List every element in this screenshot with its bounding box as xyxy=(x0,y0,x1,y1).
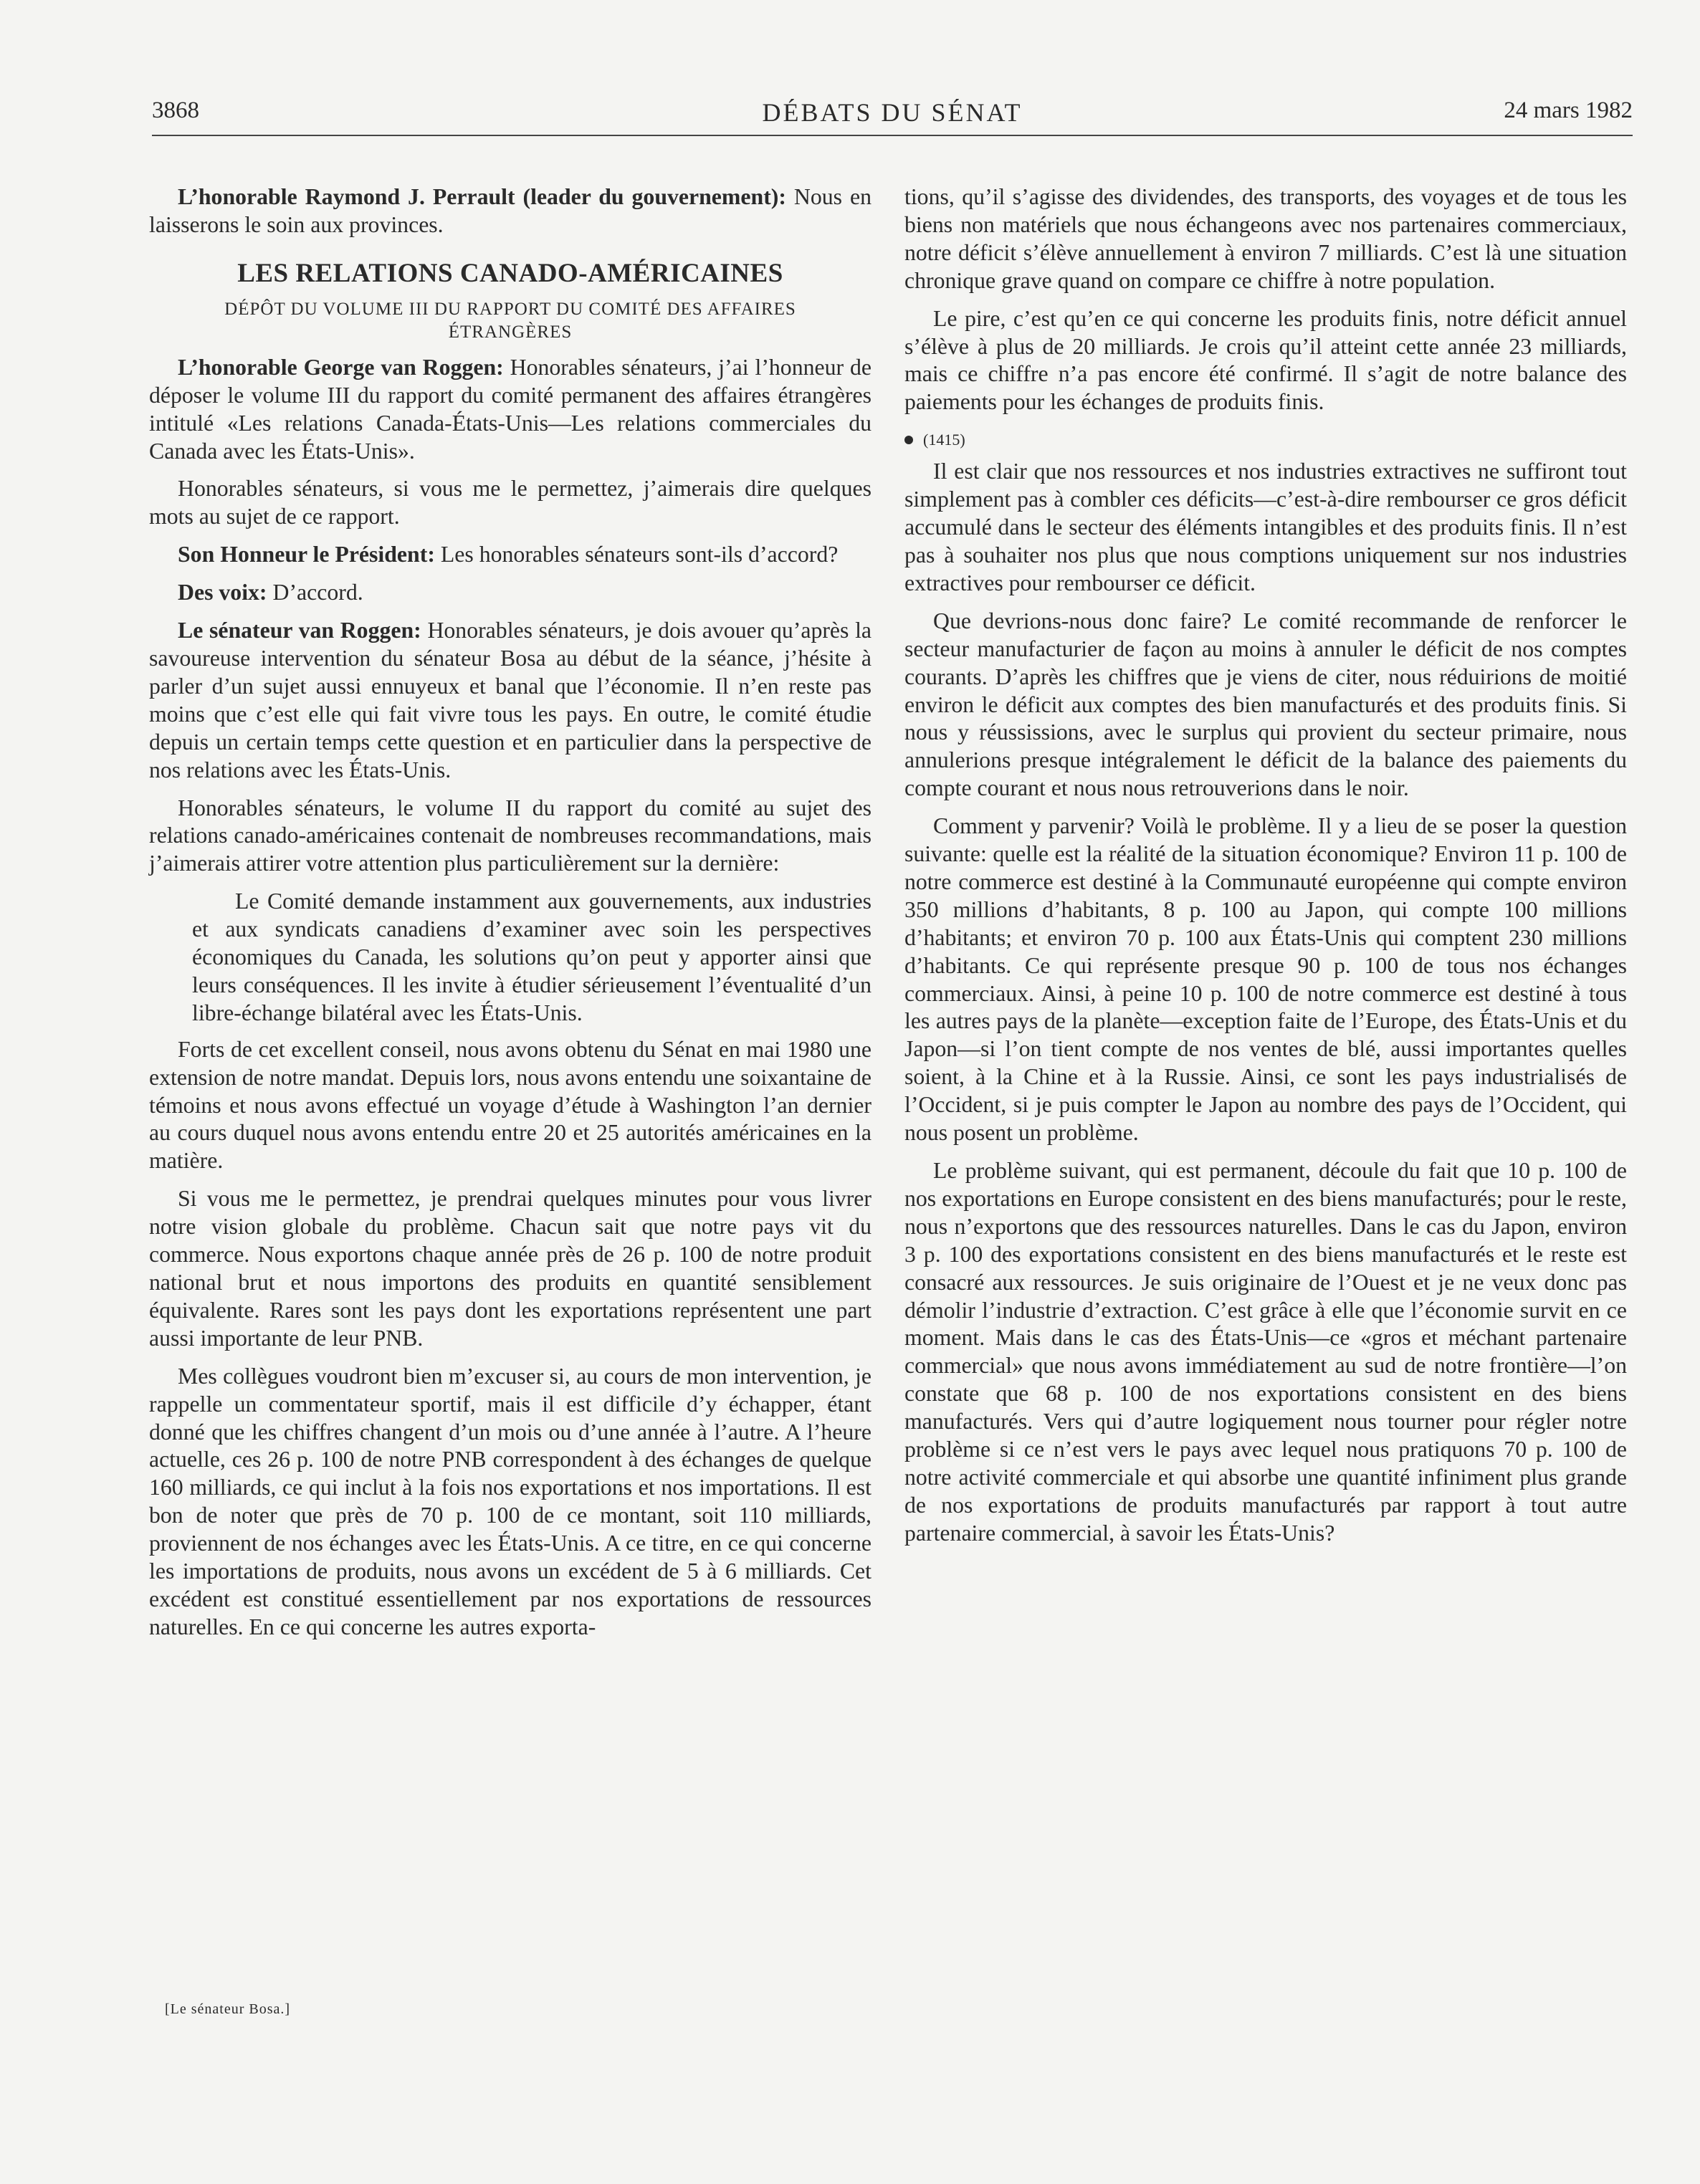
paragraph: Mes collègues voudront bien m’excuser si, au cours de mon intervention, je rappelle un commentateur sportif, mais il est difficile d’y échapper, étant donné que les chiffres changent d’un mois ou d’une année à l’autre. A l’heure actuelle, ces 26 p. 100 de notre PNB correspondent à des échanges de quelque 160 milliards, ce qui inclut à la fois nos exportations et nos importations. Il est bon de noter que près de 70 p. 100 de ce montant, soit 110 milliards, proviennent de nos échanges avec les États-Unis. A ce titre, en ce qui concerne les importations de produits, nous avons un excédent de 5 à 6 milliards. Cet excédent est constitué essentiellement par nos exportations de ressources naturelles. En ce qui concerne les autres exporta- xyxy=(149,1363,872,1639)
paragraph: L’honorable George van Roggen: Honorables sénateurs, j’ai l’honneur de déposer le volume III du rapport du comité permanent des affaires étrangères intitulé «Les relations Canada-États-Unis—Les relations commerciales du Canada avec les États-Unis». xyxy=(149,354,872,464)
paragraph: Le problème suivant, qui est permanent, découle du fait que 10 p. 100 de nos exportations en Europe consistent en des biens manufacturés; pour le reste, nous n’exportons que des ressources naturelles. Dans le cas du Japon, environ 3 p. 100 des exportations consistent en des biens manufacturés et le reste est consacré aux ressources. Je suis originaire de l’Ouest et je ne veux donc pas démolir l’industrie d’extraction. C’est grâce à elle que l’économie survit en ce moment. Mais dans le cas des États-Unis—ce «gros et méchant partenaire commercial» que nous avons immédiatement au sud de notre frontière—l’on constate que 68 p. 100 de nos exportations consistent en des biens manufacturés. Vers qui d’autre logiquement nous tourner pour régler notre problème si ce n’est vers le pays avec lequel nous pratiquons 70 p. 100 de notre activité commerciale et qui absorbe une quantité infiniment plus grande de nos exportations de produits manufacturés par rapport à tout autre partenaire commercial, à savoir les États-Unis? xyxy=(904,1158,1627,1546)
timestamp: (1415) xyxy=(923,431,965,449)
left-column xyxy=(149,183,872,1652)
paragraph: Comment y parvenir? Voilà le problème. Il y a lieu de se poser la question suivante: quelle est la réalité de la situation économique? Environ 11 p. 100 de notre commerce est destiné à la Communauté européenne qui compte environ 350 millions d’habitants, 8 p. 100 au Japon, qui compte 100 millions d’habitants; et environ 70 p. 100 aux États-Unis qui comptent 230 millions d’habitants. Ce qui représente presque 90 p. 100 de tous nos échanges commerciaux. Ainsi, à peine 10 p. 100 de notre commerce est destiné à tous les autres pays de la planète—exception faite de l’Europe, des États-Unis et du Japon—si l’on tient compte de nos ventes de blé, aussi importantes quelles soient, à la Chine et à la Russie. Ainsi, ce sont les pays industrialisés de l’Occident, si je puis compter le Japon au nombre des pays de l’Occident, qui nous posent un problème. xyxy=(904,813,1627,1146)
section-title: LES RELATIONS CANADO-AMÉRICAINES xyxy=(237,258,783,288)
subsection-title: DÉPÔT DU VOLUME III DU RAPPORT DU COMITÉ DES AFFAIRES ÉTRANGÈRES xyxy=(224,299,796,342)
timestamp-marker xyxy=(904,429,1627,451)
paragraph: Forts de cet excellent conseil, nous avons obtenu du Sénat en mai 1980 une extension de notre mandat. Depuis lors, nous avons entendu une soixantaine de témoins et nous avons effectué un voyage d’étude à Washington l’an dernier au cours duquel nous avons entendu entre 20 et 25 autorités américaines en la matière. xyxy=(149,1036,872,1174)
speaker-name: L’honorable Raymond J. Perrault (leader du gouvernement): xyxy=(178,184,786,209)
paragraph: Il est clair que nos ressources et nos industries extractives ne suffiront tout simplement pas à combler ces déficits—c’est-à-dire rembourser ce gros déficit accumulé dans le secteur des éléments intangibles et des produits finis. Il n’est pas à souhaiter nos plus que nous comptions uniquement sur nos industries extractives pour rembourser ce déficit. xyxy=(904,459,1627,595)
speaker-name: Des voix: xyxy=(178,580,267,605)
right-column xyxy=(904,183,1627,1558)
paragraph: tions, qu’il s’agisse des dividendes, des transports, des voyages et de tous les biens non matériels que nous échangeons avec nos partenaires commerciaux, notre déficit s’élève annuellement à environ 7 milliards. C’est là une situation chronique grave quand on compare ce chiffre à notre population. xyxy=(904,184,1627,293)
paragraph: Que devrions-nous donc faire? Le comité recommande de renforcer le secteur manufacturier de façon au moins à annuler le déficit de nos comptes courants. D’après les chiffres que je viens de citer, nous réduirions de moitié environ le déficit aux comptes des bien manufacturés et des produits finis. Si nous y réussissions, avec le surplus qui provient du secteur primaire, nous annulerions presque intégralement le déficit de la balance des paiements du compte courant et nous nous retrouverions dans le noir. xyxy=(904,608,1627,801)
paragraph: Honorables sénateurs, le volume II du rapport du comité au sujet des relations canado-américaines contenait de nombreuses recommandations, mais j’aimerais attirer votre attention plus particulièrement sur la dernière: xyxy=(149,795,872,876)
speaker-name: Son Honneur le Président: xyxy=(178,542,435,567)
page-number: 3868 xyxy=(152,97,199,123)
paragraph: Des voix: D’accord. xyxy=(178,580,363,605)
speaker-name: Le sénateur van Roggen: xyxy=(178,618,421,643)
paragraph: L’honorable Raymond J. Perrault (leader du gouvernement): Nous en laisserons le soin aux provinces. xyxy=(149,184,872,237)
paragraph: Son Honneur le Président: Les honorables sénateurs sont-ils d’accord? xyxy=(178,542,839,567)
running-title: DÉBATS DU SÉNAT xyxy=(762,98,1023,127)
page-date: 24 mars 1982 xyxy=(1504,97,1633,123)
page-header xyxy=(152,92,1633,136)
paragraph: Si vous me le permettez, je prendrai quelques minutes pour vous livrer notre vision globale du problème. Chacun sait que notre pays vit du commerce. Nous exportons chaque année près de 26 p. 100 de notre produit national brut et nous importons des produits en quantité sensiblement équivalente. Rares sont les pays dont les exportations représentent une part aussi importante de leur PNB. xyxy=(149,1186,872,1351)
bullet-icon xyxy=(904,436,913,444)
footnote: [Le sénateur Bosa.] xyxy=(165,2001,291,2017)
block-quote: Le Comité demande instamment aux gouvernements, aux industries et aux syndicats canadiens d’examiner avec soin les perspectives économiques du Canada, les solutions qu’on peut y apporter ainsi que leurs conséquences. Il les invite à étudier sérieusement l’éventualité d’un libre-échange bilatéral avec les États-Unis. xyxy=(192,889,872,1025)
paragraph: Honorables sénateurs, si vous me le permettez, j’aimerais dire quelques mots au sujet de ce rapport. xyxy=(149,476,872,530)
paragraph: Le sénateur van Roggen: Honorables sénateurs, je dois avouer qu’après la savoureuse intervention du sénateur Bosa au début de la séance, j’hésite à parler d’un sujet aussi ennuyeux et banal que l’économie. Il n’en reste pas moins que c’est elle qui fait vivre tous les pays. En outre, le comité étudie depuis un certain temps cette question et en particulier dans la perspective de nos relations avec les États-Unis. xyxy=(149,618,872,782)
speaker-name: L’honorable George van Roggen: xyxy=(178,354,504,380)
paragraph: Le pire, c’est qu’en ce qui concerne les produits finis, notre déficit annuel s’élève à plus de 20 milliards. Je crois qu’il atteint cette année 23 milliards, mais ce chiffre n’a pas encore été confirmé. Il s’agit de notre balance des paiements pour les échanges de produits finis. xyxy=(904,305,1627,415)
